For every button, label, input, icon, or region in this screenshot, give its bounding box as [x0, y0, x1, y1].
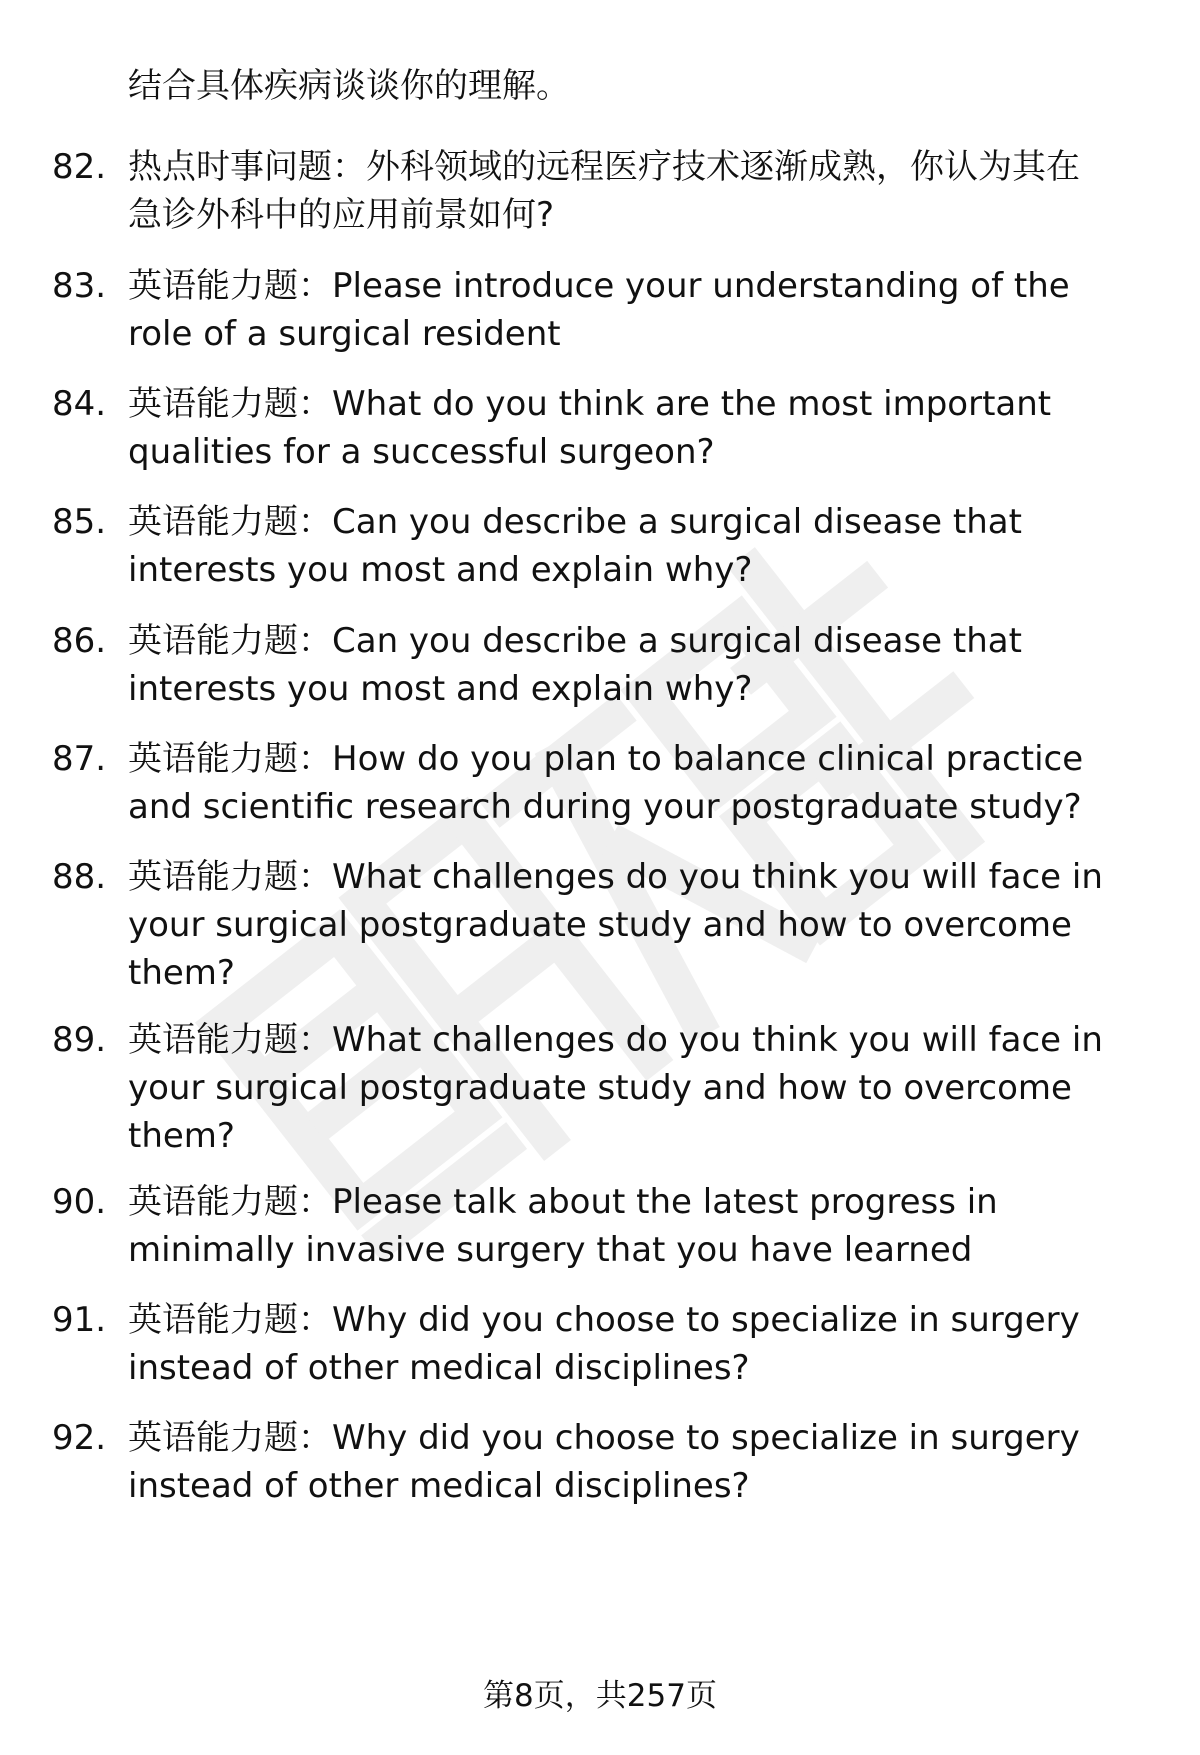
question-text-line: instead of other medical disciplines? [128, 1348, 750, 1388]
question-text-line: 英语能力题：Can you describe a surgical disease that [128, 502, 1022, 542]
question-text [128, 498, 1138, 594]
question-number: 83. [52, 266, 107, 306]
question-text [128, 143, 1138, 239]
question-number: 90. [52, 1182, 107, 1222]
question-text-line: and scientific research during your postgraduate study? [128, 787, 1082, 827]
question-text [128, 735, 1138, 831]
question-text-line: 英语能力题：Please introduce your understanding of the [128, 266, 1070, 306]
question-text-line: 英语能力题：Please talk about the latest progress in [128, 1182, 998, 1222]
question-text-line: interests you most and explain why? [128, 669, 753, 709]
question-text-line: your surgical postgraduate study and how to overcome [128, 905, 1072, 945]
question-number: 92. [52, 1418, 107, 1458]
question-text [128, 1016, 1138, 1160]
question-number: 86. [52, 621, 107, 661]
question-text-line: 英语能力题：What challenges do you think you will face in [128, 857, 1103, 897]
question-text [128, 617, 1138, 713]
question-text [128, 1414, 1138, 1510]
question-number: 84. [52, 384, 107, 424]
continuation-text: 结合具体疾病谈谈你的理解。 [128, 66, 570, 106]
question-text-line: 英语能力题：How do you plan to balance clinical practice [128, 739, 1084, 779]
question-text-line: qualities for a successful surgeon? [128, 432, 715, 472]
question-text [128, 1178, 1138, 1274]
question-number: 91. [52, 1300, 107, 1340]
question-text [128, 262, 1138, 358]
question-text [128, 1296, 1138, 1392]
question-text-line: them? [128, 1116, 235, 1156]
question-text-line: 英语能力题：What challenges do you think you will face in [128, 1020, 1103, 1060]
question-number: 85. [52, 502, 107, 542]
question-number: 87. [52, 739, 107, 779]
question-text-line: role of a surgical resident [128, 314, 561, 354]
question-text [128, 853, 1138, 997]
question-number: 88. [52, 857, 107, 897]
question-number: 82. [52, 147, 107, 187]
question-text-line: 英语能力题：Can you describe a surgical disease that [128, 621, 1022, 661]
question-text-line: 热点时事问题：外科领域的远程医疗技术逐渐成熟，你认为其在 [128, 147, 1080, 187]
question-text-line: interests you most and explain why? [128, 550, 753, 590]
question-text-line: 英语能力题：Why did you choose to specialize in surgery [128, 1418, 1080, 1458]
question-text [128, 380, 1138, 476]
question-text-line: 英语能力题：Why did you choose to specialize in surgery [128, 1300, 1080, 1340]
question-text-line: 急诊外科中的应用前景如何? [128, 195, 555, 235]
question-text-line: your surgical postgraduate study and how to overcome [128, 1068, 1072, 1108]
question-text-line: 英语能力题：What do you think are the most important [128, 384, 1052, 424]
page-footer: 第8页，共257页 [483, 1678, 717, 1714]
question-text-line: instead of other medical disciplines? [128, 1466, 750, 1506]
question-text-line: minimally invasive surgery that you have learned [128, 1230, 973, 1270]
question-number: 89. [52, 1020, 107, 1060]
question-text-line: them? [128, 953, 235, 993]
